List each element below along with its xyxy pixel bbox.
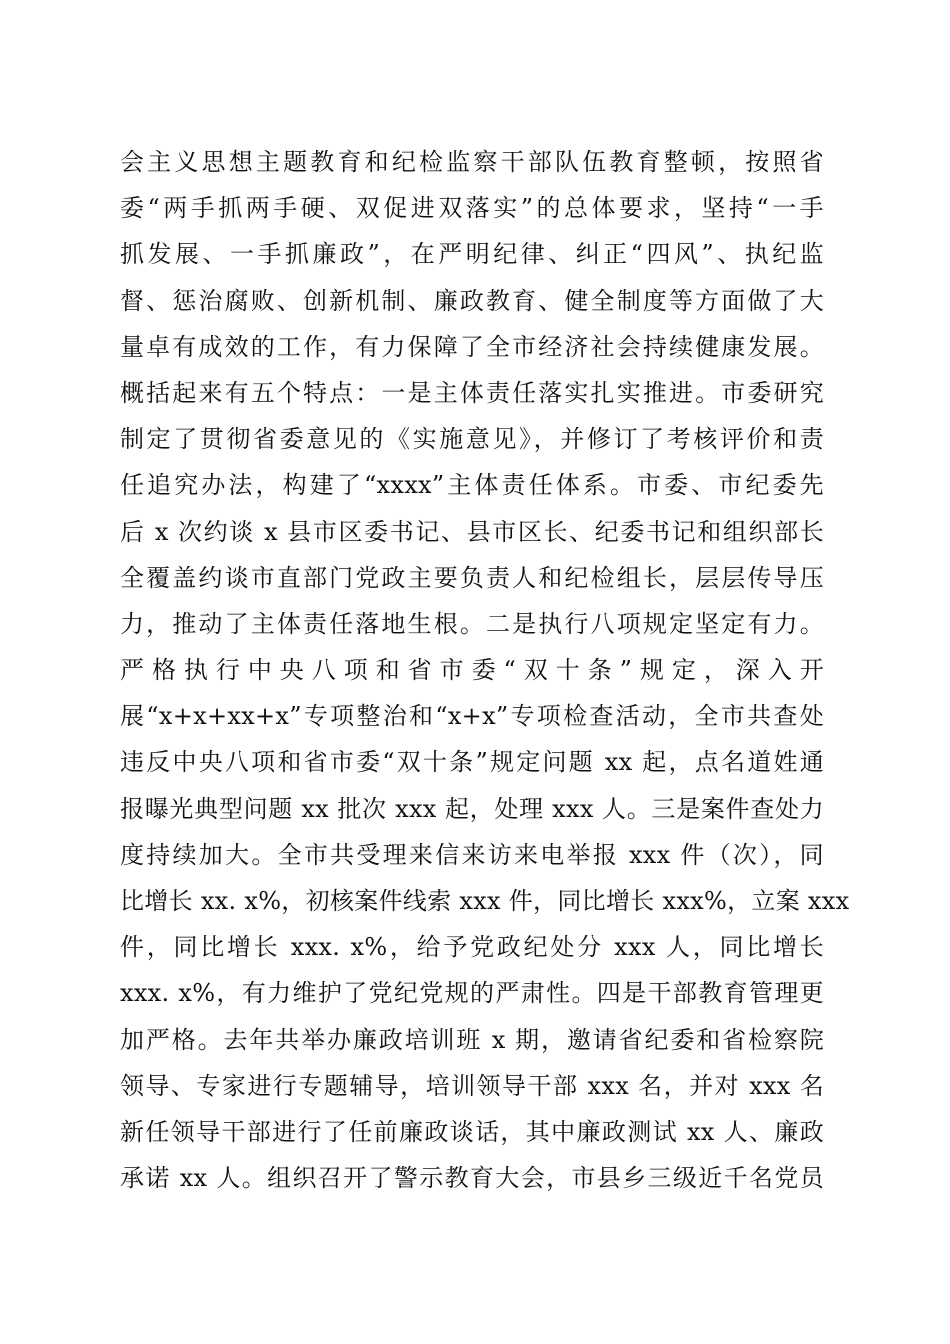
text-line: 严格执行中央八项和省市委“双十条”规定，深入开 xyxy=(120,656,824,685)
text-line: 制定了贯彻省委意见的《实施意见》，并修订了考核评价和责 xyxy=(120,425,824,454)
text-line: 领导、专家进行专题辅导，培训领导干部 xxx 名，并对 xxx 名 xyxy=(120,1071,824,1100)
text-line: 后 x 次约谈 x 县市区委书记、县市区长、纪委书记和组织部长 xyxy=(120,517,824,546)
text-line: 度持续加大。全市共受理来信来访来电举报 xxx 件（次），同 xyxy=(120,840,824,869)
text-line: 新任领导干部进行了任前廉政谈话，其中廉政测试 xx 人、廉政 xyxy=(120,1117,824,1146)
text-line: 加严格。去年共举办廉政培训班 x 期，邀请省纪委和省检察院 xyxy=(120,1025,824,1054)
text-line: 件，同比增长 xxx. x%，给予党政纪处分 xxx 人，同比增长 xyxy=(120,933,824,962)
text-line: 概括起来有五个特点：一是主体责任落实扎实推进。市委研究 xyxy=(120,378,824,407)
body-text xyxy=(120,139,850,1201)
text-line: 违反中央八项和省市委“双十条”规定问题 xx 起，点名道姓通 xyxy=(120,748,824,777)
text-line: xxx. x%，有力维护了党纪党规的严肃性。四是干部教育管理更 xyxy=(120,979,824,1008)
text-line: 委“两手抓两手硬、双促进双落实”的总体要求，坚持“一手 xyxy=(120,194,824,223)
text-line: 展“x+x+xx+x”专项整治和“x+x”专项检查活动，全市共查处 xyxy=(120,702,824,731)
text-line: 全覆盖约谈市直部门党政主要负责人和纪检组长，层层传导压 xyxy=(120,563,824,592)
text-line: 量卓有成效的工作，有力保障了全市经济社会持续健康发展。 xyxy=(120,332,824,361)
text-line: 承诺 xx 人。组织召开了警示教育大会，市县乡三级近千名党员 xyxy=(120,1164,824,1193)
text-line: 会主义思想主题教育和纪检监察干部队伍教育整顿，按照省 xyxy=(120,148,824,176)
text-line: 抓发展、一手抓廉政”，在严明纪律、纠正“四风”、执纪监 xyxy=(120,240,824,269)
text-line: 报曝光典型问题 xx 批次 xxx 起，处理 xxx 人。三是案件查处力 xyxy=(120,794,824,823)
text-line: 任追究办法，构建了“xxxx”主体责任体系。市委、市纪委先 xyxy=(120,471,824,500)
text-line: 力，推动了主体责任落地生根。二是执行八项规定坚定有力。 xyxy=(120,609,824,638)
text-line: 督、惩治腐败、创新机制、廉政教育、健全制度等方面做了大 xyxy=(120,286,824,315)
text-line: 比增长 xx. x%，初核案件线索 xxx 件，同比增长 xxx%，立案 xxx xyxy=(120,887,850,915)
